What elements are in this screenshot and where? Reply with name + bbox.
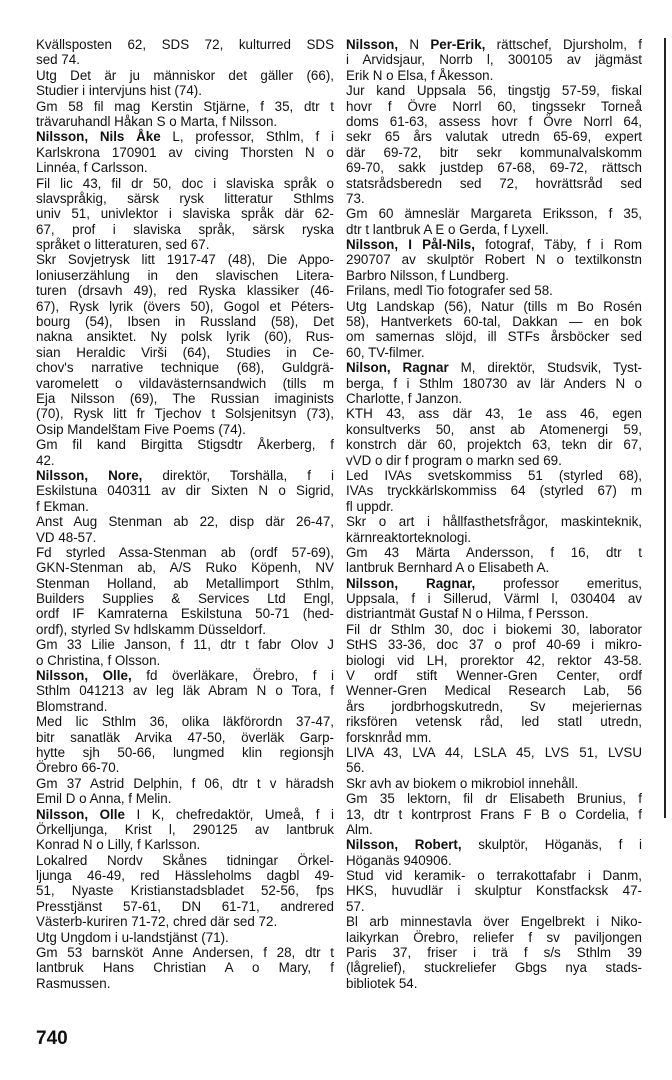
line-text: ordf), styrled Sv hdlskamm Düsseldorf. [36, 621, 266, 637]
line-text: Led IVAs svetskommiss 51 (styrled 68), [346, 467, 642, 483]
line-text: sekr 65 års valutak utredn 65-69, expert [346, 129, 642, 145]
text-line [346, 683, 642, 698]
text-line [36, 945, 334, 960]
line-text: Uppsala, f i Sillerud, Värml l, 030404 av [346, 591, 642, 607]
text-line [36, 514, 334, 529]
line-text: Jur kand Uppsala 56, tingstjg 57-59, fiskal [346, 83, 642, 99]
text-line [346, 176, 642, 191]
text-line [36, 714, 334, 729]
text-line [36, 406, 334, 421]
entry-name: Nilsson, Robert, [346, 837, 462, 853]
line-text: Gm 33 Lilie Janson, f 11, dtr t fabr Olov J [36, 637, 334, 653]
line-text: LIVA 43, LVA 44, LSLA 45, LVS 51, LVSU [346, 744, 642, 760]
text-line [36, 791, 334, 806]
text-line [346, 376, 642, 391]
line-text: Gm 58 fil mag Kerstin Stjärne, f 35, dtr t [36, 98, 334, 114]
line-text: Utg Det är ju människor det gäller (66), [36, 67, 334, 83]
line-text: Alm. [346, 821, 373, 837]
line-text: om samernas slöjd, ill STFs årsböcker sed [346, 329, 642, 345]
line-text: Frilans, medl Tio fotografer sed 58. [346, 283, 553, 299]
text-line [36, 360, 334, 375]
line-text: 58), Hantverkets 60-tal, Dakkan — en bok [346, 314, 642, 330]
text-line [346, 345, 642, 360]
text-line [36, 976, 334, 991]
text-line [36, 99, 334, 114]
line-text: Konrad N o Lilly, f Karlsson. [36, 837, 201, 853]
text-line [346, 868, 642, 883]
text-line [36, 822, 334, 837]
line-text: Skr o art i hållfasthetsfrågor, maskinteknik, [346, 514, 642, 530]
line-text: dtr t lantbruk A E o Gerda, f Lyxell. [346, 221, 549, 237]
text-line [346, 606, 642, 621]
line-text: Wenner-Gren Medical Research Lab, 56 [346, 683, 642, 699]
text-line [346, 560, 642, 575]
text-line [36, 499, 334, 514]
line-text: Anst Aug Stenman ab 22, disp där 26-47, [36, 514, 334, 530]
line-text: Fil dr Sthlm 30, doc i biokemi 30, laborator [346, 621, 642, 637]
line-text: Lokalred Nordv Skånes tidningar Örkel- [36, 852, 334, 868]
line-text: Gm 35 lektorn, fil dr Elisabeth Brunius, f [346, 791, 642, 807]
line-text: (70), Rysk litt fr Tjechov t Solsjenitsyn (73), [36, 406, 334, 422]
line-text: Linnéa, f Carlsson. [36, 160, 148, 176]
line-text: Emil D o Anna, f Melin. [36, 791, 172, 807]
line-text: Eja Nilsson (69), The Russian imaginists [36, 390, 334, 406]
line-text: kärnreaktorteknologi. [346, 529, 472, 545]
line-text: konstrch där 60, projektch 63, tekn dir 67, [346, 437, 642, 453]
text-line [346, 899, 642, 914]
text-line [346, 99, 642, 114]
line-text: Utg Landskap (56), Natur (tills m Bo Rosén [346, 298, 642, 314]
line-text: GKN-Stenman ab, A/S Ruko Köpenh, NV [36, 560, 334, 576]
text-line [36, 668, 334, 683]
line-text: (lågrelief), stuckreliefer Gbgs nya stads- [346, 960, 642, 976]
line-text: Med lic Sthlm 36, olika läkförordn 37-47, [36, 714, 334, 730]
entry-name: Per-Erik, [430, 37, 486, 52]
line-text: Sthlm 041213 av leg läk Abram N o Tora, f [36, 683, 334, 699]
line-text: Höganäs 940906. [346, 852, 452, 868]
text-line [36, 699, 334, 714]
line-text: lantbruk Hans Christian A o Mary, f [36, 960, 334, 976]
line-text: Utg Ungdom i u-landstjänst (71). [36, 929, 229, 945]
text-line [346, 206, 642, 221]
entry-name: Nilsson, Nore, [36, 467, 143, 483]
line-text: hytte sjh 50-66, lungmed klin regionsjh [36, 744, 334, 760]
line-text: Karlskrona 170901 av civing Thorsten N o [36, 144, 334, 160]
text-line [36, 283, 334, 298]
line-text: 290707 av skulptör Robert N o textilkonstn [346, 252, 642, 268]
text-line [36, 37, 334, 52]
line-text: Osip Mandelštam Five Poems (74). [36, 421, 246, 437]
line-text: biologi vid LH, prorektor 42, rektor 43-58. [346, 652, 642, 668]
text-line [346, 160, 642, 175]
text-line [346, 422, 642, 437]
line-text: Presstjänst 57-61, DN 61-71, andrered [36, 898, 334, 914]
text-line [36, 191, 334, 206]
text-line [346, 283, 642, 298]
line-text: o Christina, f Olsson. [36, 652, 161, 668]
line-text: laikyrkan Örebro, reliefer f sv paviljongen [346, 929, 642, 945]
text-line [36, 760, 334, 775]
text-line [36, 453, 334, 468]
line-text: i Arvidsjaur, Norrb l, 300105 av jägmäst [346, 52, 642, 68]
text-line [346, 237, 642, 252]
text-line [36, 206, 334, 221]
text-line [346, 468, 642, 483]
entry-name: Nilsson, Olle [36, 806, 125, 822]
text-line [36, 853, 334, 868]
text-line [36, 176, 334, 191]
line-text: Blomstrand. [36, 698, 108, 714]
line-text: bitr sanatläk Arvika 47-50, överläk Garp- [36, 729, 334, 745]
line-text: StHS 33-36, doc 37 o prof 40-69 i mikro- [346, 637, 642, 653]
text-line [36, 114, 334, 129]
line-text: 67), Rysk lyrik (övers 50), Gogol et Péters- [36, 298, 334, 314]
line-text: Erik N o Elsa, f Åkesson. [346, 67, 494, 83]
line-text: Bl arb minnestavla över Engelbrekt i Niko- [346, 914, 642, 930]
text-line [346, 83, 642, 98]
text-line [36, 68, 334, 83]
text-line [36, 252, 334, 267]
line-text: univ 51, univlektor i slaviska språk där 62- [36, 206, 334, 222]
text-line [36, 560, 334, 575]
text-line [36, 683, 334, 698]
line-text: IVAs tryckkärlskommiss 64 (styrled 67) m [346, 483, 642, 499]
line-text: sian Heraldic Virši (64), Studies in Ce- [36, 344, 334, 360]
text-line [346, 314, 642, 329]
line-text: Paris 37, friser i trä f s/s Sthlm 39 [346, 945, 642, 961]
line-text: slavspråkig, särsk rysk litteratur Sthlms [36, 190, 334, 206]
line-text: VD 48-57. [36, 529, 97, 545]
left-column [36, 37, 334, 991]
line-text: nakna ansiktet. Ny polsk lyrik (60), Rus- [36, 329, 334, 345]
line-text: fl uppdr. [346, 498, 394, 514]
line-text: M, direktör, Studsvik, Tyst- [448, 360, 642, 376]
line-text: varomelett o vildavästernsandwich (tills m [36, 375, 334, 391]
text-line [346, 883, 642, 898]
text-line [346, 68, 642, 83]
text-line [346, 714, 642, 729]
line-text: Gm 53 barnsköt Anne Andersen, f 28, dtr t [36, 945, 334, 961]
text-line [346, 822, 642, 837]
line-text: direktör, Torshälla, f i [142, 467, 334, 483]
text-line [36, 606, 334, 621]
line-text: bourg (54), Ibsen in Russland (58), Det [36, 314, 334, 330]
text-line [36, 745, 334, 760]
entry-name: Nilson, Ragnar [346, 360, 449, 376]
line-text: turen (drsavh 49), red Ryska klassiker (46- [36, 283, 334, 299]
text-line [346, 730, 642, 745]
text-line [36, 52, 334, 67]
text-line [346, 637, 642, 652]
text-line [36, 545, 334, 560]
line-text: 60, TV-filmer. [346, 344, 425, 360]
line-text: I K, chefredaktör, Umeå, f i [124, 806, 334, 822]
text-line [346, 791, 642, 806]
text-line [36, 899, 334, 914]
text-line [346, 545, 642, 560]
text-line [36, 653, 334, 668]
text-line [36, 376, 334, 391]
text-line [346, 391, 642, 406]
line-text: där 69-72, bitr sekr kommunalvalskomm [346, 144, 642, 160]
line-text: konsultverks 50, anst ab Atomenergi 59, [346, 421, 642, 437]
line-text: Barbro Nilsson, f Lundberg. [346, 267, 510, 283]
line-text: Studier i intervjuns hist (74). [36, 83, 202, 99]
line-text: 69-70, sakk justdep 67-68, 69-72, rättsch [346, 160, 642, 176]
line-text: distriantmät Gustaf N o Hilma, f Persson. [346, 606, 589, 622]
text-line [36, 530, 334, 545]
text-line [346, 191, 642, 206]
text-line [36, 930, 334, 945]
text-line [36, 468, 334, 483]
line-text: N [398, 37, 431, 52]
line-text: Fd styrled Assa-Stenman ab (ordf 57-69), [36, 544, 334, 560]
text-line [36, 437, 334, 452]
line-text: Örkelljunga, Krist l, 290125 av lantbruk [36, 821, 334, 837]
text-line [346, 914, 642, 929]
line-text: fotograf, Täby, f i Rom [474, 237, 642, 253]
line-text: rättschef, Djursholm, f [485, 37, 642, 52]
text-line [346, 945, 642, 960]
line-text: ljunga 46-49, red Hässleholms dagbl 49- [36, 868, 334, 884]
text-line [346, 668, 642, 683]
text-line [346, 976, 642, 991]
text-line [36, 483, 334, 498]
text-line [346, 930, 642, 945]
entry-name: Nilsson, [346, 37, 399, 52]
right-column [346, 37, 642, 991]
line-text: Kvällsposten 62, SDS 72, kulturred SDS [36, 37, 334, 52]
line-text: 13, dtr t kontrprost Frans F B o Cordelia, f [346, 806, 642, 822]
text-line [346, 745, 642, 760]
text-line [36, 299, 334, 314]
text-line [36, 391, 334, 406]
line-text: Builders Supplies & Services Ltd Engl, [36, 591, 334, 607]
text-line [36, 314, 334, 329]
text-line [36, 422, 334, 437]
line-text: fd överläkare, Örebro, f i [131, 668, 334, 684]
line-text: Rasmussen. [36, 975, 111, 991]
line-text: statsrådsberedn sed 72, hovrättsråd sed [346, 175, 642, 191]
line-text: vVD o dir f program o markn sed 69. [346, 452, 562, 468]
line-text: hovr f Övre Norrl 60, tingssekr Torneå [346, 98, 642, 114]
line-text: riksfören vetensk råd, led statl utredn, [346, 714, 642, 730]
line-text: Gm fil kand Birgitta Stigsdtr Åkerberg, f [36, 437, 334, 453]
text-line [346, 483, 642, 498]
text-line [36, 730, 334, 745]
text-line [36, 222, 334, 237]
entry-name: Nilsson, Olle, [36, 668, 132, 684]
line-text: språket o litteraturen, sed 67. [36, 237, 210, 253]
line-text: KTH 43, ass där 43, 1e ass 46, egen [346, 406, 642, 422]
text-line [346, 514, 642, 529]
text-line [346, 299, 642, 314]
line-text: Gm 43 Märta Andersson, f 16, dtr t [346, 544, 642, 560]
entry-name: Nilsson, I Pål-Nils, [346, 237, 475, 253]
text-line [346, 622, 642, 637]
text-line [36, 129, 334, 144]
text-line [36, 591, 334, 606]
line-text: L, professor, Sthlm, f i [160, 129, 334, 145]
line-text: Gm 60 ämneslär Margareta Eriksson, f 35, [346, 206, 642, 222]
page-edge-rule [664, 38, 666, 818]
text-line [346, 222, 642, 237]
line-text: HKS, huvudlär i skulptur Konstfacksk 47- [346, 883, 642, 899]
line-text: Skr avh av biokem o mikrobiol innehåll. [346, 775, 579, 791]
line-text: Västerb-kuriren 71-72, chred där sed 72. [36, 914, 278, 930]
line-text: Charlotte, f Janzon. [346, 390, 463, 406]
text-line [36, 237, 334, 252]
text-line [36, 345, 334, 360]
text-line [346, 760, 642, 775]
text-line [36, 807, 334, 822]
line-text: Örebro 66-70. [36, 760, 120, 776]
text-line [346, 530, 642, 545]
line-text: års jordbrhogskutredn, Sv mejeriernas [346, 698, 642, 714]
text-line [346, 837, 642, 852]
text-line [36, 883, 334, 898]
line-text: 56. [346, 760, 365, 776]
text-line [346, 499, 642, 514]
text-line [36, 576, 334, 591]
text-line [346, 960, 642, 975]
text-line [36, 914, 334, 929]
text-line [36, 329, 334, 344]
line-text: berga, f i Sthlm 180730 av lär Anders N o [346, 375, 642, 391]
text-line [346, 853, 642, 868]
text-line [346, 360, 642, 375]
line-text: Gm 37 Astrid Delphin, f 06, dtr t v häradsh [36, 775, 334, 791]
text-line [346, 453, 642, 468]
line-text: loniuserzählung in den slavischen Litera- [36, 267, 334, 283]
text-line [346, 653, 642, 668]
line-text: 51, Nyaste Kristianstadsbladet 52-56, fps [36, 883, 334, 899]
line-text: Skr Sovjetrysk litt 1917-47 (48), Die Appo- [36, 252, 334, 268]
line-text: ordf IF Kamraterna Eskilstuna 50-71 (hed- [36, 606, 334, 622]
line-text: chov's narrative technique (68), Guldgrä- [36, 360, 334, 376]
text-line [346, 807, 642, 822]
text-line [346, 437, 642, 452]
line-text: sed 74. [36, 52, 80, 68]
line-text: f Ekman. [36, 498, 89, 514]
line-text: 42. [36, 452, 55, 468]
line-text: professor emeritus, [475, 575, 642, 591]
text-line [346, 252, 642, 267]
line-text: skulptör, Höganäs, f i [461, 837, 642, 853]
line-text: Fil lic 43, fil dr 50, doc i slaviska språk o [36, 175, 334, 191]
line-text: forsknråd mm. [346, 729, 432, 745]
line-text: lantbruk Bernhard A o Elisabeth A. [346, 560, 550, 576]
line-text: doms 61-63, assess hovr f Övre Norrl 64, [346, 113, 642, 129]
line-text: Stenman Holland, ab Metallimport Sthlm, [36, 575, 334, 591]
line-text: trävaruhandl Håkan S o Marta, f Nilsson. [36, 113, 278, 129]
text-line [36, 83, 334, 98]
line-text: bibliotek 54. [346, 975, 418, 991]
line-text: 67, prof i slaviska språk, särsk ryska [36, 221, 334, 237]
text-line [36, 868, 334, 883]
text-line [346, 699, 642, 714]
text-line [36, 145, 334, 160]
line-text: 73. [346, 190, 365, 206]
text-line [36, 622, 334, 637]
entry-name: Nilsson, Ragnar, [346, 575, 476, 591]
text-line [346, 37, 642, 52]
text-line [346, 114, 642, 129]
text-line [36, 637, 334, 652]
text-line [36, 268, 334, 283]
text-line [36, 837, 334, 852]
text-line [346, 145, 642, 160]
entry-name: Nilsson, Nils Åke [36, 129, 161, 145]
text-line [346, 129, 642, 144]
text-line [346, 776, 642, 791]
line-text: Stud vid keramik- o terrakottafabr i Danm, [346, 868, 642, 884]
text-line [346, 406, 642, 421]
text-line [36, 776, 334, 791]
page-number: 740 [36, 1028, 68, 1049]
line-text: Eskilstuna 040311 av dir Sixten N o Sigrid, [36, 483, 334, 499]
text-line [346, 268, 642, 283]
text-line [346, 576, 642, 591]
text-line [346, 52, 642, 67]
text-line [346, 329, 642, 344]
text-line [36, 160, 334, 175]
text-line [346, 591, 642, 606]
line-text: 57. [346, 898, 365, 914]
text-line [36, 960, 334, 975]
line-text: V ordf stift Wenner-Gren Center, ordf [346, 668, 642, 684]
